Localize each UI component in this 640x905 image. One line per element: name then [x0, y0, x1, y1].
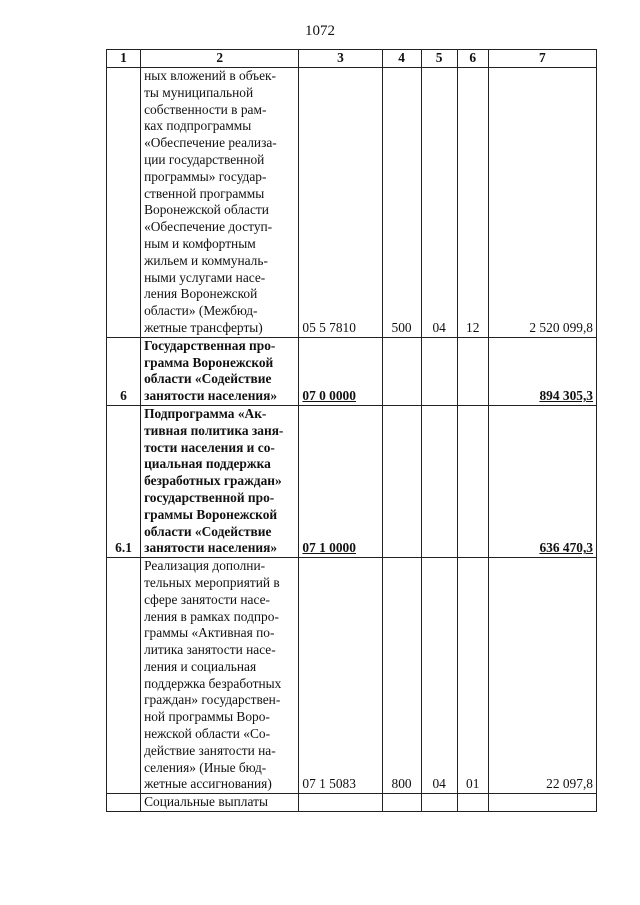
row-name-line: жетные трансферты): [144, 319, 263, 335]
row-code: 07 1 5083: [299, 558, 382, 794]
row-col4: 500: [382, 68, 421, 338]
row-name-line: селения» (Иные бюд-: [144, 759, 267, 775]
column-header-1: 1: [107, 50, 141, 68]
row-name-line: «Обеспечение доступ-: [144, 219, 273, 235]
row-name-line: безработных граждан»: [144, 473, 282, 489]
row-name-line: ственной программы: [144, 185, 265, 201]
row-name-line: ным и комфортным: [144, 235, 256, 251]
row-number: [107, 794, 141, 812]
column-header-7: 7: [488, 50, 596, 68]
row-name-line: сфере занятости насе-: [144, 591, 270, 607]
row-name-line: ках подпрограммы: [144, 118, 252, 134]
column-header-5: 5: [421, 50, 457, 68]
row-col5: [421, 337, 457, 405]
row-name-line: грамма Воронежской: [144, 354, 274, 370]
row-code: 07 1 0000: [299, 405, 382, 557]
row-col6: [457, 337, 488, 405]
row-amount: 22 097,8: [488, 558, 596, 794]
row-name-line: Реализация дополни-: [144, 558, 266, 574]
row-name-line: ции государственной: [144, 151, 265, 167]
row-number: [107, 558, 141, 794]
row-col5: [421, 794, 457, 812]
row-name: [141, 405, 299, 557]
row-name-line: «Обеспечение реализа-: [144, 135, 277, 151]
table-row: [107, 558, 597, 794]
table-row: [107, 68, 597, 338]
row-name-line: тости населения и со-: [144, 439, 275, 455]
row-col5: 04: [421, 68, 457, 338]
column-header-4: 4: [382, 50, 421, 68]
column-header-6: 6: [457, 50, 488, 68]
row-name-line: ными услугами насе-: [144, 269, 266, 285]
row-name-line: области «Содействие: [144, 371, 272, 387]
row-name-line: ных вложений в объек-: [144, 68, 277, 83]
page-number: 1072: [305, 23, 335, 39]
row-number: 6.1: [107, 405, 141, 557]
row-name-line: области» (Межбюд-: [144, 303, 258, 319]
column-header-3: 3: [299, 50, 382, 68]
table-row: [107, 794, 597, 812]
budget-table: [106, 49, 597, 812]
row-amount: 894 305,3: [488, 337, 596, 405]
row-name-line: ления Воронежской: [144, 286, 258, 302]
table-row: [107, 405, 597, 557]
row-amount: [488, 794, 596, 812]
table-header-row: [107, 50, 597, 68]
row-name: [141, 337, 299, 405]
row-code: 07 0 0000: [299, 337, 382, 405]
table-body: [107, 68, 597, 812]
row-col4: 800: [382, 558, 421, 794]
row-name: [141, 68, 299, 338]
row-number: [107, 68, 141, 338]
row-name-line: ной программы Воро-: [144, 709, 270, 725]
row-col4: [382, 405, 421, 557]
row-name-line: Воронежской области: [144, 202, 269, 218]
row-name-line: Государственная про-: [144, 337, 276, 353]
row-number: 6: [107, 337, 141, 405]
row-col5: 04: [421, 558, 457, 794]
row-name-line: занятости населения»: [144, 388, 278, 404]
column-header-2: 2: [141, 50, 299, 68]
row-name-line: ты муниципальной: [144, 84, 254, 100]
row-name-line: Подпрограмма «Ак-: [144, 405, 267, 421]
row-name-line: тельных мероприятий в: [144, 574, 280, 590]
row-name-line: Социальные выплаты: [144, 794, 268, 810]
row-name-line: нежской области «Со-: [144, 726, 271, 742]
row-name: [141, 558, 299, 794]
row-col6: [457, 794, 488, 812]
row-name-line: поддержка безработных: [144, 675, 282, 691]
row-amount: 636 470,3: [488, 405, 596, 557]
row-name-line: граммы «Активная по-: [144, 625, 275, 641]
row-name-line: циальная поддержка: [144, 456, 271, 472]
row-name: [141, 794, 299, 812]
row-name-line: тивная политика заня-: [144, 422, 284, 438]
row-col4: [382, 794, 421, 812]
table-row: [107, 337, 597, 405]
row-col6: [457, 405, 488, 557]
row-name-line: жетные ассигнования): [144, 776, 272, 792]
row-name-line: жильем и коммуналь-: [144, 252, 268, 268]
row-col6: 12: [457, 68, 488, 338]
row-name-line: ления и социальная: [144, 658, 257, 674]
row-name-line: граждан» государствен-: [144, 692, 281, 708]
row-amount: 2 520 099,8: [488, 68, 596, 338]
row-name-line: граммы Воронежской: [144, 506, 278, 522]
row-name-line: программы» государ-: [144, 168, 267, 184]
row-code: [299, 794, 382, 812]
row-name-line: области «Содействие: [144, 523, 272, 539]
row-name-line: действие занятости на-: [144, 742, 276, 758]
row-name-line: собственности в рам-: [144, 101, 267, 117]
row-name-line: литика занятости насе-: [144, 642, 276, 658]
row-name-line: ления в рамках подпро-: [144, 608, 279, 624]
row-code: 05 5 7810: [299, 68, 382, 338]
row-col4: [382, 337, 421, 405]
row-name-line: государственной про-: [144, 489, 275, 505]
row-col5: [421, 405, 457, 557]
row-col6: 01: [457, 558, 488, 794]
row-name-line: занятости населения»: [144, 540, 278, 556]
